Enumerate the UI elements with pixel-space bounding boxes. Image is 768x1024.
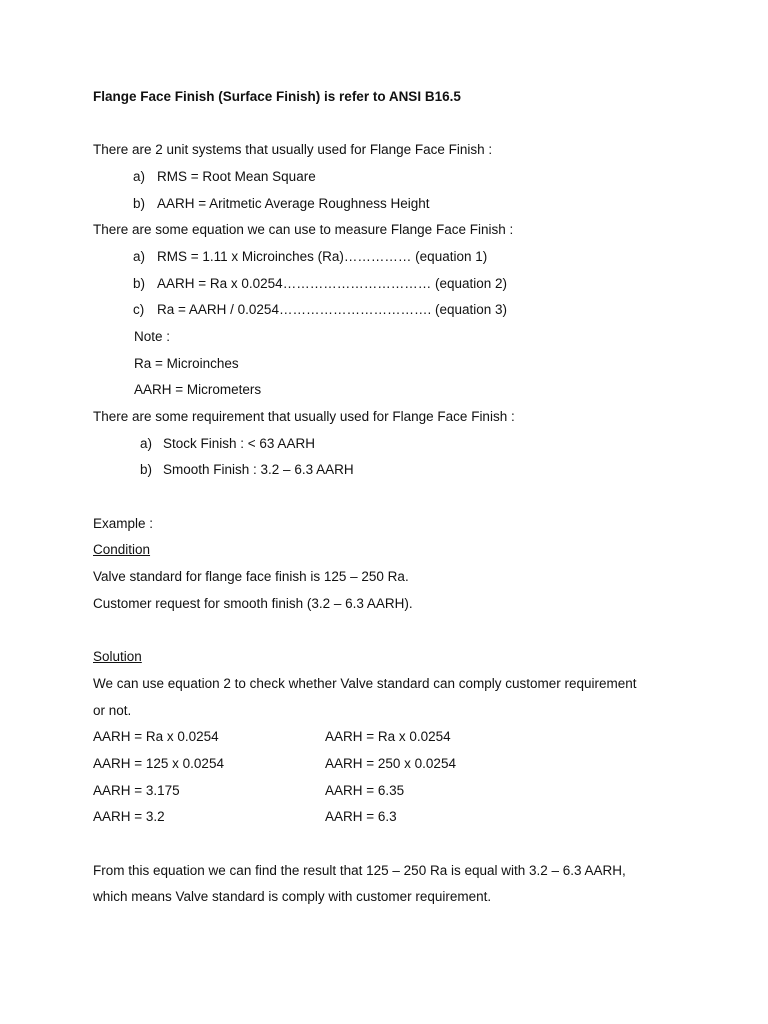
- calc-left: AARH = Ra x 0.0254: [93, 729, 219, 744]
- solution-line: or not.: [93, 703, 132, 718]
- list-item: Stock Finish : < 63 AARH: [163, 436, 315, 451]
- example-label: Example :: [93, 516, 154, 531]
- list-item: Ra = AARH / 0.0254……………………………. (equation 3): [157, 302, 507, 317]
- equations-intro: There are some equation we can use to measure Flange Face Finish :: [93, 222, 514, 237]
- calc-right: AARH = Ra x 0.0254: [325, 729, 451, 744]
- list-item: Smooth Finish : 3.2 – 6.3 AARH: [163, 462, 354, 477]
- list-marker: a): [140, 436, 153, 451]
- condition-line: Valve standard for flange face finish is 125 – 250 Ra.: [93, 569, 409, 584]
- calc-left: AARH = 3.175: [93, 783, 180, 798]
- requirements-intro: There are some requirement that usually used for Flange Face Finish :: [93, 409, 515, 424]
- unit-systems-intro: There are 2 unit systems that usually used for Flange Face Finish :: [93, 142, 493, 157]
- list-marker: a): [133, 169, 146, 184]
- list-marker: b): [133, 276, 146, 291]
- note-ra: Ra = Microinches: [134, 356, 239, 371]
- calc-left: AARH = 125 x 0.0254: [93, 756, 224, 771]
- list-item: RMS = Root Mean Square: [157, 169, 316, 184]
- list-marker: c): [133, 302, 145, 317]
- conclusion-line: From this equation we can find the result that 125 – 250 Ra is equal with 3.2 – 6.3 AARH,: [93, 863, 626, 878]
- solution-line: We can use equation 2 to check whether Valve standard can comply customer requirement: [93, 676, 637, 691]
- list-item: RMS = 1.11 x Microinches (Ra)…………… (equation 1): [157, 249, 488, 264]
- note-label: Note :: [134, 329, 171, 344]
- list-marker: b): [133, 196, 146, 211]
- conclusion-line: which means Valve standard is comply with customer requirement.: [93, 889, 492, 904]
- list-item: AARH = Ra x 0.0254…………………………… (equation 2): [157, 276, 507, 291]
- list-item: AARH = Aritmetic Average Roughness Height: [157, 196, 430, 211]
- list-marker: b): [140, 462, 153, 477]
- calc-left: AARH = 3.2: [93, 809, 165, 824]
- calc-right: AARH = 6.35: [325, 783, 405, 798]
- condition-line: Customer request for smooth finish (3.2 – 6.3 AARH).: [93, 596, 413, 611]
- note-aarh: AARH = Micrometers: [134, 382, 262, 397]
- calc-right: AARH = 6.3: [325, 809, 397, 824]
- calc-right: AARH = 250 x 0.0254: [325, 756, 456, 771]
- condition-heading: Condition: [93, 542, 151, 557]
- list-marker: a): [133, 249, 146, 264]
- solution-heading: Solution: [93, 649, 142, 664]
- document-title: Flange Face Finish (Surface Finish) is refer to ANSI B16.5: [93, 89, 461, 104]
